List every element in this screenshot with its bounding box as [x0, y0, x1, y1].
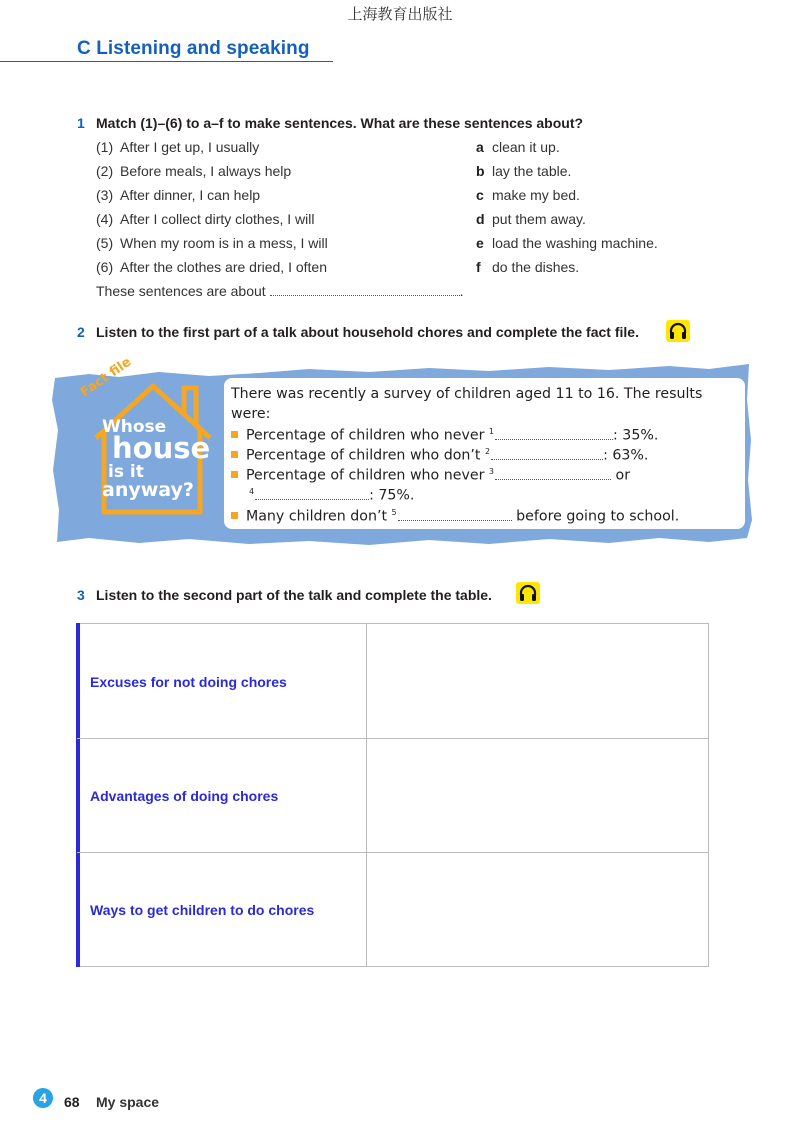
fact-file-intro-cont: were: [231, 406, 271, 422]
table-divider [366, 624, 367, 966]
question-1-instruction: Match (1)–(6) to a–f to make sentences. What are these sentences about? [96, 115, 584, 131]
fact-file-intro: There was recently a survey of children aged 11 to 16. The results [231, 386, 703, 402]
answer-option [476, 163, 571, 179]
answer-option [476, 139, 560, 155]
question-3-number: 3 [77, 587, 85, 603]
bullet-suffix: or [615, 467, 631, 484]
chores-table [76, 623, 709, 967]
question-1-number: 1 [77, 115, 85, 131]
answer-text: clean it up. [492, 139, 560, 155]
bullet-suffix: : 75%. [369, 487, 415, 504]
match-item [96, 235, 328, 251]
about-answer-blank[interactable] [270, 284, 460, 296]
section-title: C Listening and speaking [77, 38, 310, 59]
unit-number-badge: 4 [33, 1088, 53, 1108]
bullet-icon [231, 512, 238, 519]
fact-file-title-line: Whose [102, 417, 167, 437]
answer-text: make my bed. [492, 187, 580, 203]
answer-text: do the dishes. [492, 259, 580, 275]
page-number: 68 [64, 1094, 80, 1110]
match-item-number: (5) [96, 235, 114, 251]
answer-text: put them away. [492, 211, 586, 227]
question-2-instruction: Listen to the first part of a talk about household chores and complete the fact file. [96, 324, 639, 340]
match-item-text: After I get up, I usually [120, 139, 260, 155]
blank-number: 4 [249, 487, 255, 496]
answer-letter: f [476, 259, 481, 275]
match-item-text: After the clothes are dried, I often [120, 259, 328, 275]
blank-3[interactable] [495, 468, 611, 480]
match-item-number: (3) [96, 187, 114, 203]
match-item-text: Before meals, I always help [120, 163, 292, 179]
match-item-number: (1) [96, 139, 114, 155]
headphones-icon[interactable] [516, 582, 540, 604]
about-suffix: . [459, 283, 464, 299]
match-item-number: (2) [96, 163, 114, 179]
fact-file-title-line: house [112, 431, 211, 465]
blank-4[interactable] [255, 488, 369, 500]
table-row-label: Excuses for not doing chores [90, 674, 287, 690]
answer-option [476, 187, 580, 203]
table-row-label: Ways to get children to do chores [90, 902, 315, 918]
blank-number: 2 [485, 447, 491, 456]
fact-file-title-line: is it [108, 462, 144, 482]
match-item-text: After I collect dirty clothes, I will [120, 211, 315, 227]
blank-1[interactable] [495, 428, 613, 440]
bullet-text: Percentage of children who don’t [246, 447, 481, 464]
bullet-icon [231, 471, 238, 478]
blank-5[interactable] [398, 509, 512, 521]
answer-letter: a [476, 139, 484, 155]
answer-text: lay the table. [492, 163, 572, 179]
bullet-text: Many children don’t [246, 508, 388, 525]
table-answer-cell[interactable] [368, 853, 708, 966]
question-3-instruction: Listen to the second part of the talk and complete the table. [96, 587, 492, 603]
match-item-text: After dinner, I can help [120, 187, 261, 203]
table-row-label: Advantages of doing chores [90, 788, 279, 804]
answer-letter: c [476, 187, 484, 203]
publisher-name: 上海教育出版社 [347, 5, 453, 23]
bullet-text: Percentage of children who never [246, 467, 485, 484]
section-rule [0, 61, 333, 62]
bullet-icon [231, 451, 238, 458]
match-item [96, 259, 327, 275]
answer-letter: d [476, 211, 485, 227]
blank-2[interactable] [491, 448, 603, 460]
match-item-number: (6) [96, 259, 114, 275]
about-prefix: These sentences are about [96, 283, 266, 299]
table-answer-cell[interactable] [368, 739, 708, 851]
answer-letter: e [476, 235, 484, 251]
bullet-text: Percentage of children who never [246, 427, 485, 444]
match-item [96, 187, 260, 203]
bullet-suffix: : 63%. [603, 447, 649, 464]
match-item-text: When my room is in a mess, I will [120, 235, 328, 251]
answer-option [476, 211, 586, 227]
fact-file-tag: Fact file [78, 354, 135, 401]
answer-option [476, 235, 658, 251]
match-item-number: (4) [96, 211, 114, 227]
fact-file-bullet [231, 508, 679, 525]
blank-number: 3 [488, 467, 495, 476]
fact-file-bullet [231, 427, 658, 444]
blank-number: 1 [488, 427, 495, 436]
bullet-suffix: : 35%. [613, 427, 659, 444]
headphones-icon[interactable] [666, 320, 690, 342]
about-sentence [96, 283, 463, 299]
fact-file-bullet [231, 447, 648, 464]
table-accent-bar [76, 623, 80, 967]
question-2-number: 2 [77, 324, 85, 340]
answer-text: load the washing machine. [492, 235, 658, 251]
match-item [96, 163, 291, 179]
match-item [96, 211, 315, 227]
match-item [96, 139, 259, 155]
bullet-icon [231, 431, 238, 438]
answer-option [476, 259, 579, 275]
unit-title: My space [96, 1094, 160, 1110]
answer-letter: b [476, 163, 485, 179]
fact-file-title-line: anyway? [102, 479, 194, 501]
fact-file-bullet [231, 467, 630, 484]
fact-file-bullet-cont [249, 487, 414, 504]
bullet-suffix: before going to school. [516, 508, 680, 525]
table-answer-cell[interactable] [368, 624, 708, 737]
blank-number: 5 [391, 508, 397, 517]
